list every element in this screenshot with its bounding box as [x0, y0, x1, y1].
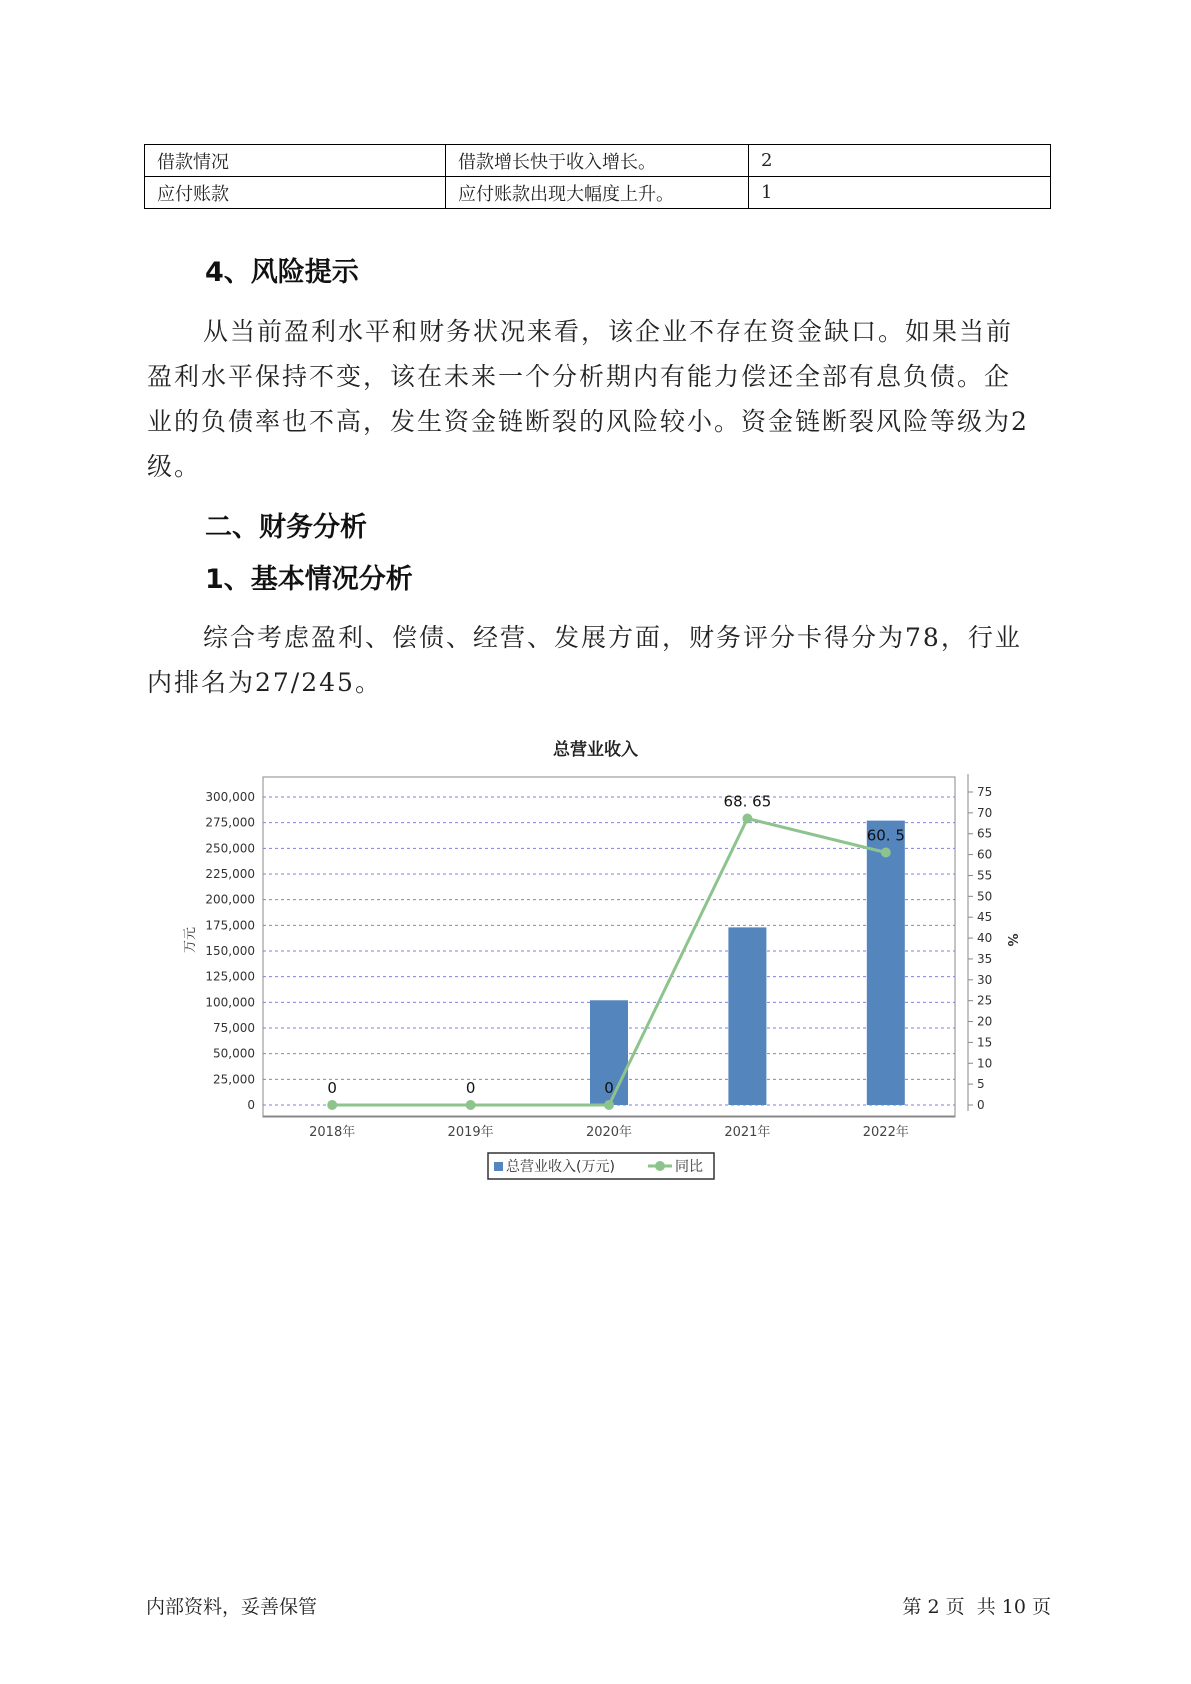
line-point	[604, 1100, 614, 1110]
paragraph-line: 盈利水平保持不变，该在未来一个分析期内有能力偿还全部有息负债。企	[147, 362, 1012, 391]
data-label: 68. 65	[723, 792, 772, 811]
finance-heading: 二、财务分析	[205, 512, 367, 543]
paragraph-line: 从当前盈利水平和财务状况来看，该企业不存在资金缺口。如果当前	[203, 317, 1014, 346]
paragraph-line: 内排名为27/245。	[147, 668, 382, 697]
line-point	[327, 1100, 337, 1110]
data-label: 0	[465, 1079, 476, 1097]
line-point	[742, 814, 752, 824]
y2-tick-label: 45	[977, 910, 993, 925]
y2-tick-label: 35	[977, 951, 993, 966]
legend-line-marker	[655, 1161, 665, 1171]
legend-bar-swatch	[494, 1162, 503, 1171]
y-tick-label: 75,000	[213, 1021, 255, 1035]
y-tick-label: 150,000	[205, 944, 255, 958]
data-label: 60. 5	[866, 826, 905, 845]
y-tick-label: 175,000	[205, 918, 255, 933]
y2-tick-label: 10	[977, 1056, 993, 1071]
y-tick-label: 50,000	[213, 1046, 255, 1061]
y-tick-label: 250,000	[205, 841, 255, 856]
y2-tick-label: 75	[977, 785, 993, 799]
y2-tick-label: 5	[977, 1077, 985, 1092]
x-tick-label: 2019年	[447, 1125, 494, 1140]
y-tick-label: 25,000	[213, 1072, 255, 1087]
risk-heading: 4、风险提示	[205, 257, 359, 288]
legend-label: 同比	[675, 1159, 703, 1175]
table-cell: 借款情况	[145, 145, 446, 177]
y-axis-title: 万元	[183, 926, 198, 954]
y2-tick-label: 20	[977, 1014, 993, 1029]
y2-tick-label: 0	[977, 1098, 985, 1112]
y2-tick-label: 40	[977, 931, 993, 946]
paragraph-line: 业的负债率也不高，发生资金链断裂的风险较小。资金链断裂风险等级为2	[147, 407, 1029, 436]
data-label: 0	[604, 1079, 614, 1097]
legend-label: 总营业收入(万元)	[506, 1159, 615, 1175]
y-tick-label: 275,000	[205, 815, 255, 830]
y2-tick-label: 60	[977, 847, 993, 862]
y2-tick-label: 70	[977, 805, 993, 820]
table-cell: 应付账款出现大幅度上升。	[446, 177, 749, 209]
y-tick-label: 225,000	[205, 867, 255, 881]
table-cell: 应付账款	[145, 177, 446, 209]
y2-tick-label: 15	[977, 1035, 993, 1050]
y2-tick-label: 55	[977, 868, 993, 883]
table-cell: 借款增长快于收入增长。	[446, 145, 749, 177]
x-tick-label: 2022年	[862, 1125, 909, 1140]
chart-title: 总营业收入	[553, 740, 638, 760]
x-tick-label: 2018年	[309, 1125, 356, 1140]
footer-note: 内部资料，妥善保管	[146, 1596, 318, 1618]
paragraph-line: 级。	[147, 452, 202, 481]
bar	[867, 821, 905, 1105]
y2-tick-label: 30	[977, 972, 993, 987]
paragraph-line: 综合考虑盈利、偿债、经营、发展方面，财务评分卡得分为78，行业	[203, 623, 1022, 652]
x-tick-label: 2020年	[585, 1125, 633, 1140]
y-tick-label: 0	[247, 1098, 255, 1112]
y-tick-label: 200,000	[205, 892, 255, 907]
line-point	[881, 848, 891, 858]
y-tick-label: 100,000	[205, 995, 255, 1010]
line-point	[466, 1100, 476, 1110]
x-tick-label: 2021年	[724, 1125, 771, 1140]
page-number: 第 2 页 共 10 页	[902, 1596, 1051, 1618]
y2-tick-label: 25	[977, 993, 993, 1008]
y2-tick-label: 65	[977, 826, 993, 841]
y2-axis-title: %	[1004, 933, 1019, 947]
data-label: 0	[327, 1079, 337, 1097]
y2-tick-label: 50	[977, 889, 993, 904]
bar	[728, 927, 766, 1105]
table-cell: 1	[749, 177, 1051, 209]
table-cell: 2	[749, 145, 1051, 177]
y-tick-label: 125,000	[205, 969, 255, 984]
finance-subheading: 1、基本情况分析	[205, 564, 413, 595]
y-tick-label: 300,000	[205, 790, 255, 804]
